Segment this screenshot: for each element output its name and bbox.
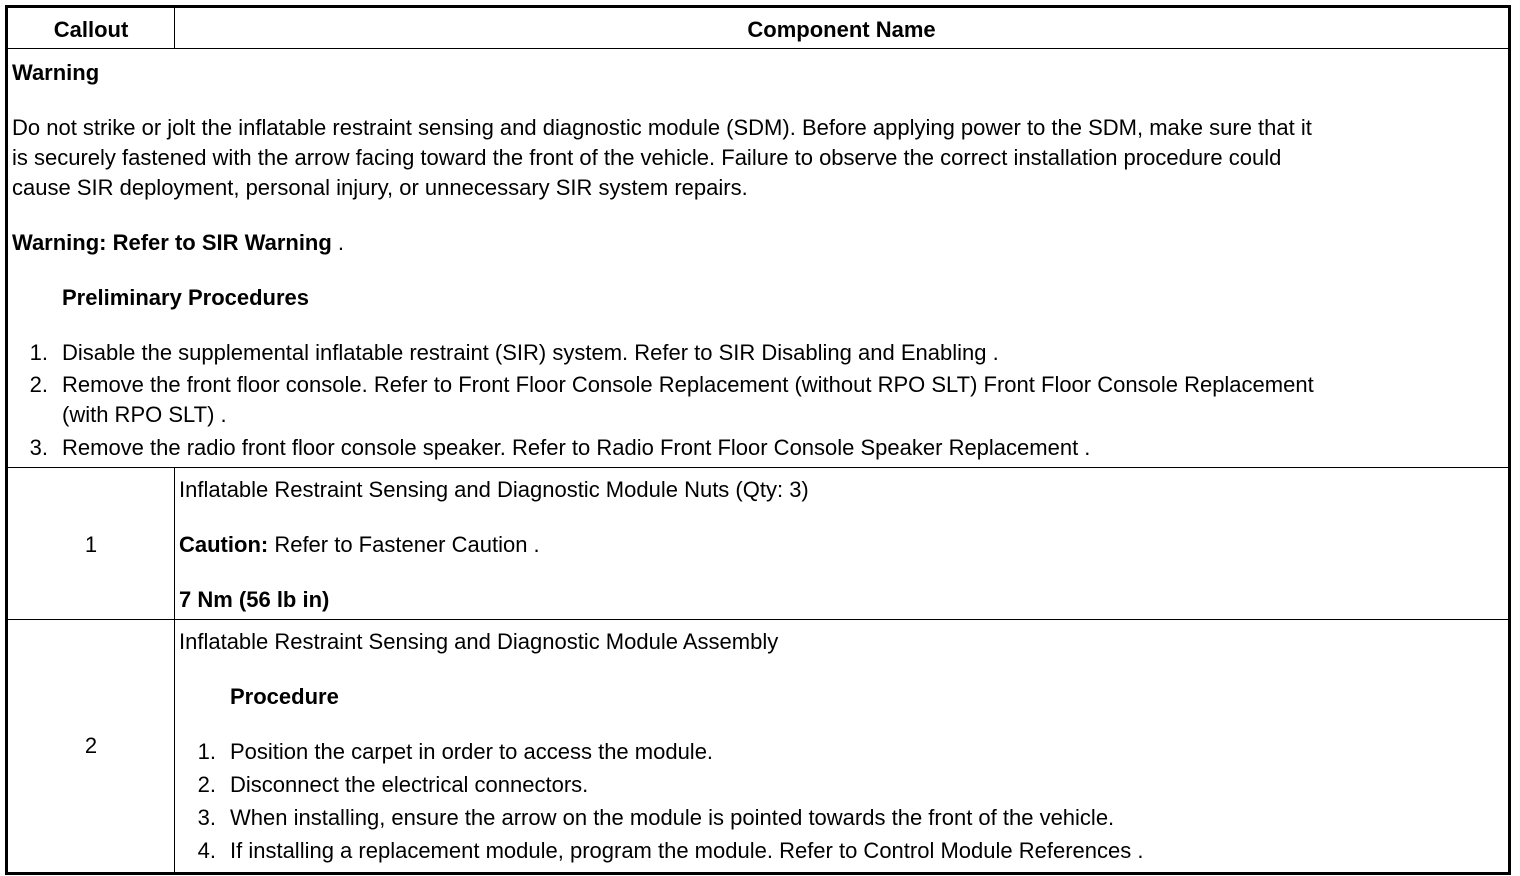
body-divider bbox=[174, 467, 175, 872]
header-rule bbox=[8, 48, 1508, 49]
prelim-step-1: Disable the supplemental inflatable restraint (SIR) system. Refer to SIR Disabling and Enabling . bbox=[62, 340, 999, 365]
procedure-step-num-3: 3. bbox=[197, 805, 216, 830]
warning-title: Warning bbox=[12, 60, 100, 85]
component-table bbox=[5, 5, 1511, 875]
warning-line-1: Do not strike or jolt the inflatable restraint sensing and diagnostic module (SDM). Before applying power to the SDM, make sure that it bbox=[12, 115, 1312, 140]
preface-rule bbox=[8, 467, 1508, 468]
procedure-step-num-4: 4. bbox=[197, 838, 216, 863]
header-divider bbox=[174, 8, 175, 48]
table-row-1-callout: 1 bbox=[84, 532, 98, 557]
procedure-step-num-1: 1. bbox=[197, 739, 216, 764]
procedure-step-1: Position the carpet in order to access the module. bbox=[230, 739, 714, 764]
procedure-step-3: When installing, ensure the arrow on the module is pointed towards the front of the vehicle. bbox=[230, 805, 1115, 830]
procedure-step-4: If installing a replacement module, program the module. Refer to Control Module References . bbox=[230, 838, 1144, 863]
header-callout: Callout bbox=[53, 17, 129, 42]
procedure-step-num-2: 2. bbox=[197, 772, 216, 797]
warning-line-2: is securely fastened with the arrow facing toward the front of the vehicle. Failure to observe the correct installation procedure could bbox=[12, 145, 1282, 170]
sir-warning bbox=[12, 228, 344, 258]
table-row-1-caution bbox=[179, 530, 540, 560]
row-1-rule bbox=[8, 619, 1508, 620]
prelim-step-num-1: 1. bbox=[29, 340, 48, 365]
caution-text: Refer to Fastener Caution . bbox=[268, 532, 540, 557]
caution-label: Caution: bbox=[179, 532, 269, 557]
table-row-2-name: Inflatable Restraint Sensing and Diagnostic Module Assembly bbox=[179, 629, 779, 654]
sir-warning-label: Warning: Refer to SIR Warning bbox=[12, 230, 332, 255]
prelim-step-2-line-2: (with RPO SLT) . bbox=[62, 402, 227, 427]
procedure-title: Procedure bbox=[230, 684, 339, 709]
table-row-2-callout: 2 bbox=[84, 733, 98, 758]
table-row-1-torque: 7 Nm (56 lb in) bbox=[179, 587, 330, 612]
table-row-1-name: Inflatable Restraint Sensing and Diagnostic Module Nuts (Qty: 3) bbox=[179, 477, 809, 502]
prelim-title: Preliminary Procedures bbox=[62, 285, 310, 310]
prelim-step-2-line-1: Remove the front floor console. Refer to Front Floor Console Replacement (without RPO SLT) Front Floor Console Replacement bbox=[62, 372, 1314, 397]
prelim-step-num-2: 2. bbox=[29, 372, 48, 397]
prelim-step-num-3: 3. bbox=[29, 435, 48, 460]
header-component-name: Component Name bbox=[747, 17, 936, 42]
prelim-step-3: Remove the radio front floor console speaker. Refer to Radio Front Floor Console Speaker Replacement . bbox=[62, 435, 1091, 460]
sir-warning-suffix: . bbox=[331, 230, 345, 255]
procedure-step-2: Disconnect the electrical connectors. bbox=[230, 772, 589, 797]
warning-line-3: cause SIR deployment, personal injury, or unnecessary SIR system repairs. bbox=[12, 175, 748, 200]
